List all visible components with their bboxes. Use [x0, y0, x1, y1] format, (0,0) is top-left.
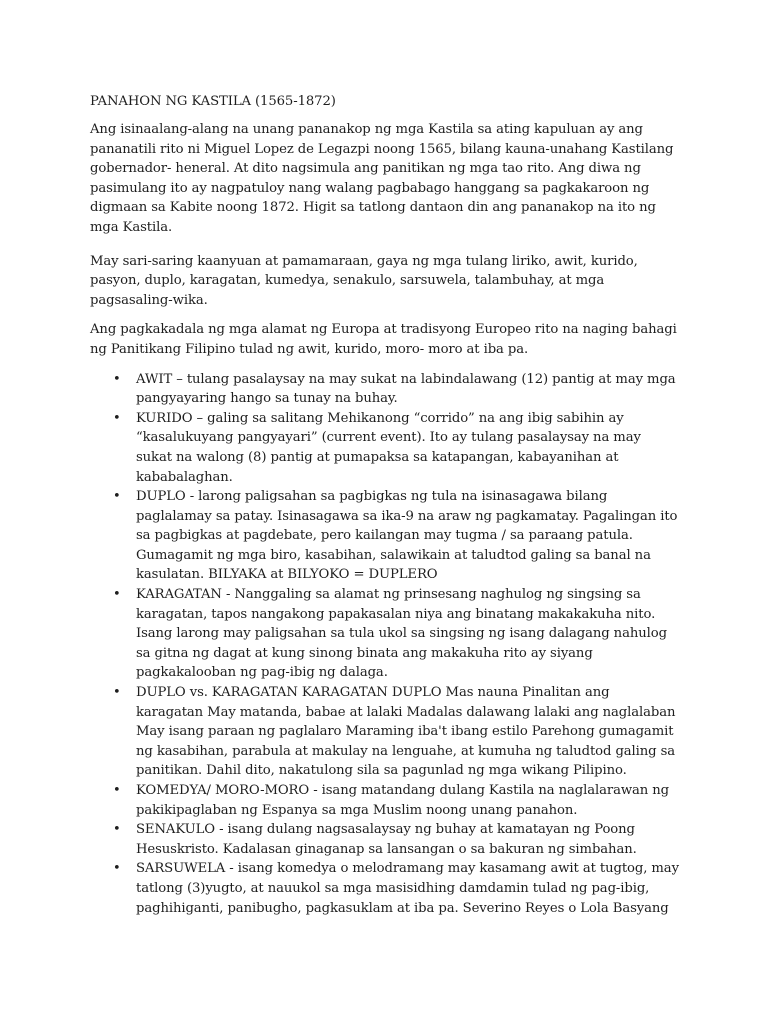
paragraph-forms: May sari-saring kaanyuan at pamamaraan, gaya ng mga tulang liriko, awit, kurido, pasyon, duplo, karagatan, kumedya, senakulo, sarsuwela, talambuhay, at mga pagsasaling-wika.: [90, 253, 638, 308]
bullet-icon: •: [113, 861, 121, 877]
bullet-icon: •: [113, 410, 121, 426]
list-item-text: DUPLO - larong paligsahan sa pagbigkas ng tula na isinasagawa bilang paglalamay sa patay. Isinasagawa sa ika-9 na araw ng pagkamatay. Pagalingan ito sa pagbigkas at pagdebate, pero kailangan may tugma / sa paraang patula. Gumagamit ng mga biro, kasabihan, salawikain at taludtod galing sa banal na kasulatan. BILYAKA at BILYOKO = DUPLERO: [136, 489, 678, 583]
list-item-text: DUPLO vs. KARAGATAN KARAGATAN DUPLO Mas nauna Pinalitan ang karagatan May matanda, babae at lalaki Madalas dalawang lalaki ang naglalaban May isang paraan ng paglalaro Maraming iba't ibang estilo Parehong gumagamit ng kasabihan, parabula at makulay na lenguahe, at kumuha ng taludtod galing sa panitikan. Dahil dito, nakatulong sila sa pagunlad ng mga wikang Pilipino.: [136, 685, 676, 779]
list-item-text: AWIT – tulang pasalaysay na may sukat na labindalawang (12) pantig at may mga pangyayaring hango sa tunay na buhay.: [136, 371, 676, 407]
list-item-komedya: [90, 781, 680, 820]
list-item-text: SARSUWELA - isang komedya o melodramang may kasamang awit at tugtog, may tatlong (3)yugto, at nauukol sa mga masisidhing damdamin tulad ng pag-ibig, paghihiganti, panibugho, pagkasuklam at iba pa. Severino Reyes o Lola Basyang: [136, 861, 679, 916]
list-item-text: KURIDO – galing sa salitang Mehikanong “corrido” na ang ibig sabihin ay “kasalukuyang pangyayari” (current event). Ito ay tulang pasalaysay na may sukat na walong (8) pantig at pumapaksa sa katapangan, kabayanihan at kababalaghan.: [136, 410, 641, 485]
list-item-kurido: [90, 409, 680, 487]
bullet-icon: •: [113, 371, 121, 387]
list-item-duplo-vs-karagatan: [90, 683, 680, 781]
paragraph-legends: Ang pagkakadala ng mga alamat ng Europa at tradisyong Europeo rito na naging bahagi ng Panitikang Filipino tulad ng awit, kurido, moro- moro at iba pa.: [90, 322, 677, 357]
list-item-awit: [90, 370, 680, 409]
bullet-icon: •: [113, 822, 121, 838]
paragraph-intro: Ang isinaalang-alang na unang pananakop ng mga Kastila sa ating kapuluan ay ang pananatili rito ni Miguel Lopez de Legazpi noong 1565, bilang kauna-unahang Kastilang gobernador- heneral. At dito nagsimula ang panitikan ng mga tao rito. Ang diwa ng pasimulang ito ay nagpatuloy nang walang pagbabago hanggang sa pagkakaroon ng digmaan sa Kabite noong 1872. Higit sa tatlong dantaon din ang pananakop na ito ng mga Kastila.: [90, 122, 674, 235]
list-item-karagatan: [90, 585, 680, 683]
list-item-text: SENAKULO - isang dulang nagsasalaysay ng buhay at kamatayan ng Poong Hesuskristo. Kadalasan ginaganap sa lansangan o sa bakuran ng simbahan.: [136, 822, 637, 857]
list-item-text: KOMEDYA/ MORO-MORO - isang matandang dulang Kastila na naglalarawan ng pakikipaglaban ng Espanya sa mga Muslim noong unang panahon.: [136, 783, 670, 818]
list-item-duplo: [90, 487, 680, 585]
bullet-icon: •: [113, 587, 121, 603]
list-item-text: KARAGATAN - Nanggaling sa alamat ng prinsesang naghulog ng singsing sa karagatan, tapos nangakong papakasalan niya ang binatang makakakuha nito. Isang larong may paligsahan sa tula ukol sa singsing ng isang dalagang nahulog sa gitna ng dagat at kung sinong binata ang makakuha rito ay siyang pagkakalooban ng pag-ibig ng dalaga.: [136, 587, 667, 681]
bullet-icon: •: [113, 783, 121, 798]
list-item-sarsuwela: [90, 859, 680, 918]
bullet-icon: •: [113, 685, 121, 701]
list-item-senakulo: [90, 820, 680, 859]
literary-forms-list: [90, 370, 680, 919]
document-title: PANAHON NG KASTILA (1565-1872): [90, 94, 336, 109]
bullet-icon: •: [113, 489, 121, 505]
